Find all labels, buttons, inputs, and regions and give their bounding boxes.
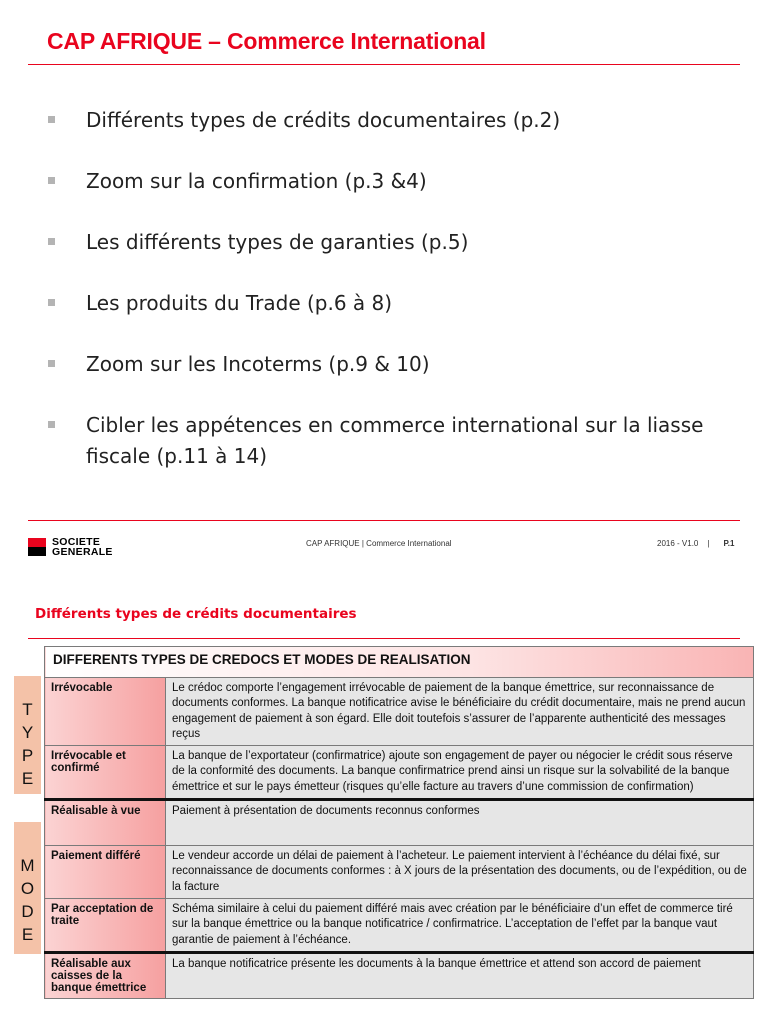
table-row — [45, 846, 754, 899]
footer-right — [657, 539, 734, 548]
row-description: Schéma similaire à celui du paiement différé mais avec création par le bénéficiaire d’un effet de commerce tiré sur la banque émettrice ou la banque notificatrice / confirmatrice. L’acceptation de l’effet par la banque vaut garantie de paiement à l’échéance. — [166, 898, 754, 952]
bullet-item: Zoom sur les Incoterms (p.9 & 10) — [48, 349, 748, 380]
row-description: La banque de l’exportateur (confirmatrice) ajoute son engagement de payer ou négocier le crédit sous réserve de la conformité des documents. La banque confirmatrice prend ainsi un risque sur la solvabilité de la banque émettrice et sur le pays émetteur (risques qu’elle facture au travers d’une commission de confirmation) — [166, 746, 754, 800]
row-description: Paiement à présentation de documents reconnus conformes — [166, 800, 754, 846]
logo-line-2: GENERALE — [52, 546, 113, 558]
credoc-types-table — [44, 646, 754, 999]
bullet-list — [48, 105, 748, 502]
logo-line-1: SOCIETE — [52, 536, 101, 548]
row-description: La banque notificatrice présente les documents à la banque émettrice et attend son accord de paiement — [166, 952, 754, 998]
row-label: Paiement différé — [45, 846, 166, 899]
row-label: Réalisable aux caisses de la banque émettrice — [45, 952, 166, 998]
row-label: Réalisable à vue — [45, 800, 166, 846]
row-description: Le crédoc comporte l’engagement irrévocable de paiement de la banque émettrice, sur reconnaissance de documents conformes. La banque notificatrice avise le bénéficiaire du crédit documentaire, mais ne prend aucun engagement de paiement à son égard. Elle doit toutefois s’assurer de l’apparente authenticité des messages reçus — [166, 678, 754, 746]
sidebar-mode: M O D E — [14, 822, 41, 954]
table-row — [45, 898, 754, 952]
bullet-square-icon — [48, 116, 55, 123]
bullet-square-icon — [48, 299, 55, 306]
bullet-item: Cibler les appétences en commerce international sur la liasse fiscale (p.11 à 14) — [48, 410, 748, 472]
page-number: P.1 — [723, 539, 735, 548]
table-row — [45, 678, 754, 746]
footer-separator: | — [707, 539, 710, 548]
footer-caption: CAP AFRIQUE | Commerce International — [306, 539, 452, 548]
bullet-item: Différents types de crédits documentaires (p.2) — [48, 105, 748, 136]
logo-square-icon — [28, 538, 46, 556]
row-description: Le vendeur accorde un délai de paiement à l’acheteur. Le paiement intervient à l’échéance du délai fixé, sur reconnaissance de documents conformes : à X jours de la présentation des documents, ou de l’expédition, ou de la facture — [166, 846, 754, 899]
table-header-row — [45, 647, 754, 678]
table-row — [45, 952, 754, 998]
footer-version: 2016 - V1.0 — [657, 539, 699, 548]
table-header: DIFFERENTS TYPES DE CREDOCS ET MODES DE REALISATION — [45, 647, 754, 678]
title-divider — [28, 64, 740, 65]
row-label: Irrévocable — [45, 678, 166, 746]
section-divider — [28, 638, 740, 639]
bullet-item: Zoom sur la confirmation (p.3 &4) — [48, 166, 748, 197]
row-label: Par acceptation de traite — [45, 898, 166, 952]
bullet-item: Les différents types de garanties (p.5) — [48, 227, 748, 258]
sidebar-type: T Y P E — [14, 676, 41, 794]
bullet-item: Les produits du Trade (p.6 à 8) — [48, 288, 748, 319]
row-label: Irrévocable et confirmé — [45, 746, 166, 800]
bullet-square-icon — [48, 421, 55, 428]
slide-title: CAP AFRIQUE – Commerce International — [47, 28, 486, 54]
table-row — [45, 746, 754, 800]
footer-divider — [28, 520, 740, 521]
bullet-square-icon — [48, 238, 55, 245]
section-title: Différents types de crédits documentaires — [35, 606, 357, 622]
bullet-square-icon — [48, 360, 55, 367]
bullet-square-icon — [48, 177, 55, 184]
table-row — [45, 800, 754, 846]
